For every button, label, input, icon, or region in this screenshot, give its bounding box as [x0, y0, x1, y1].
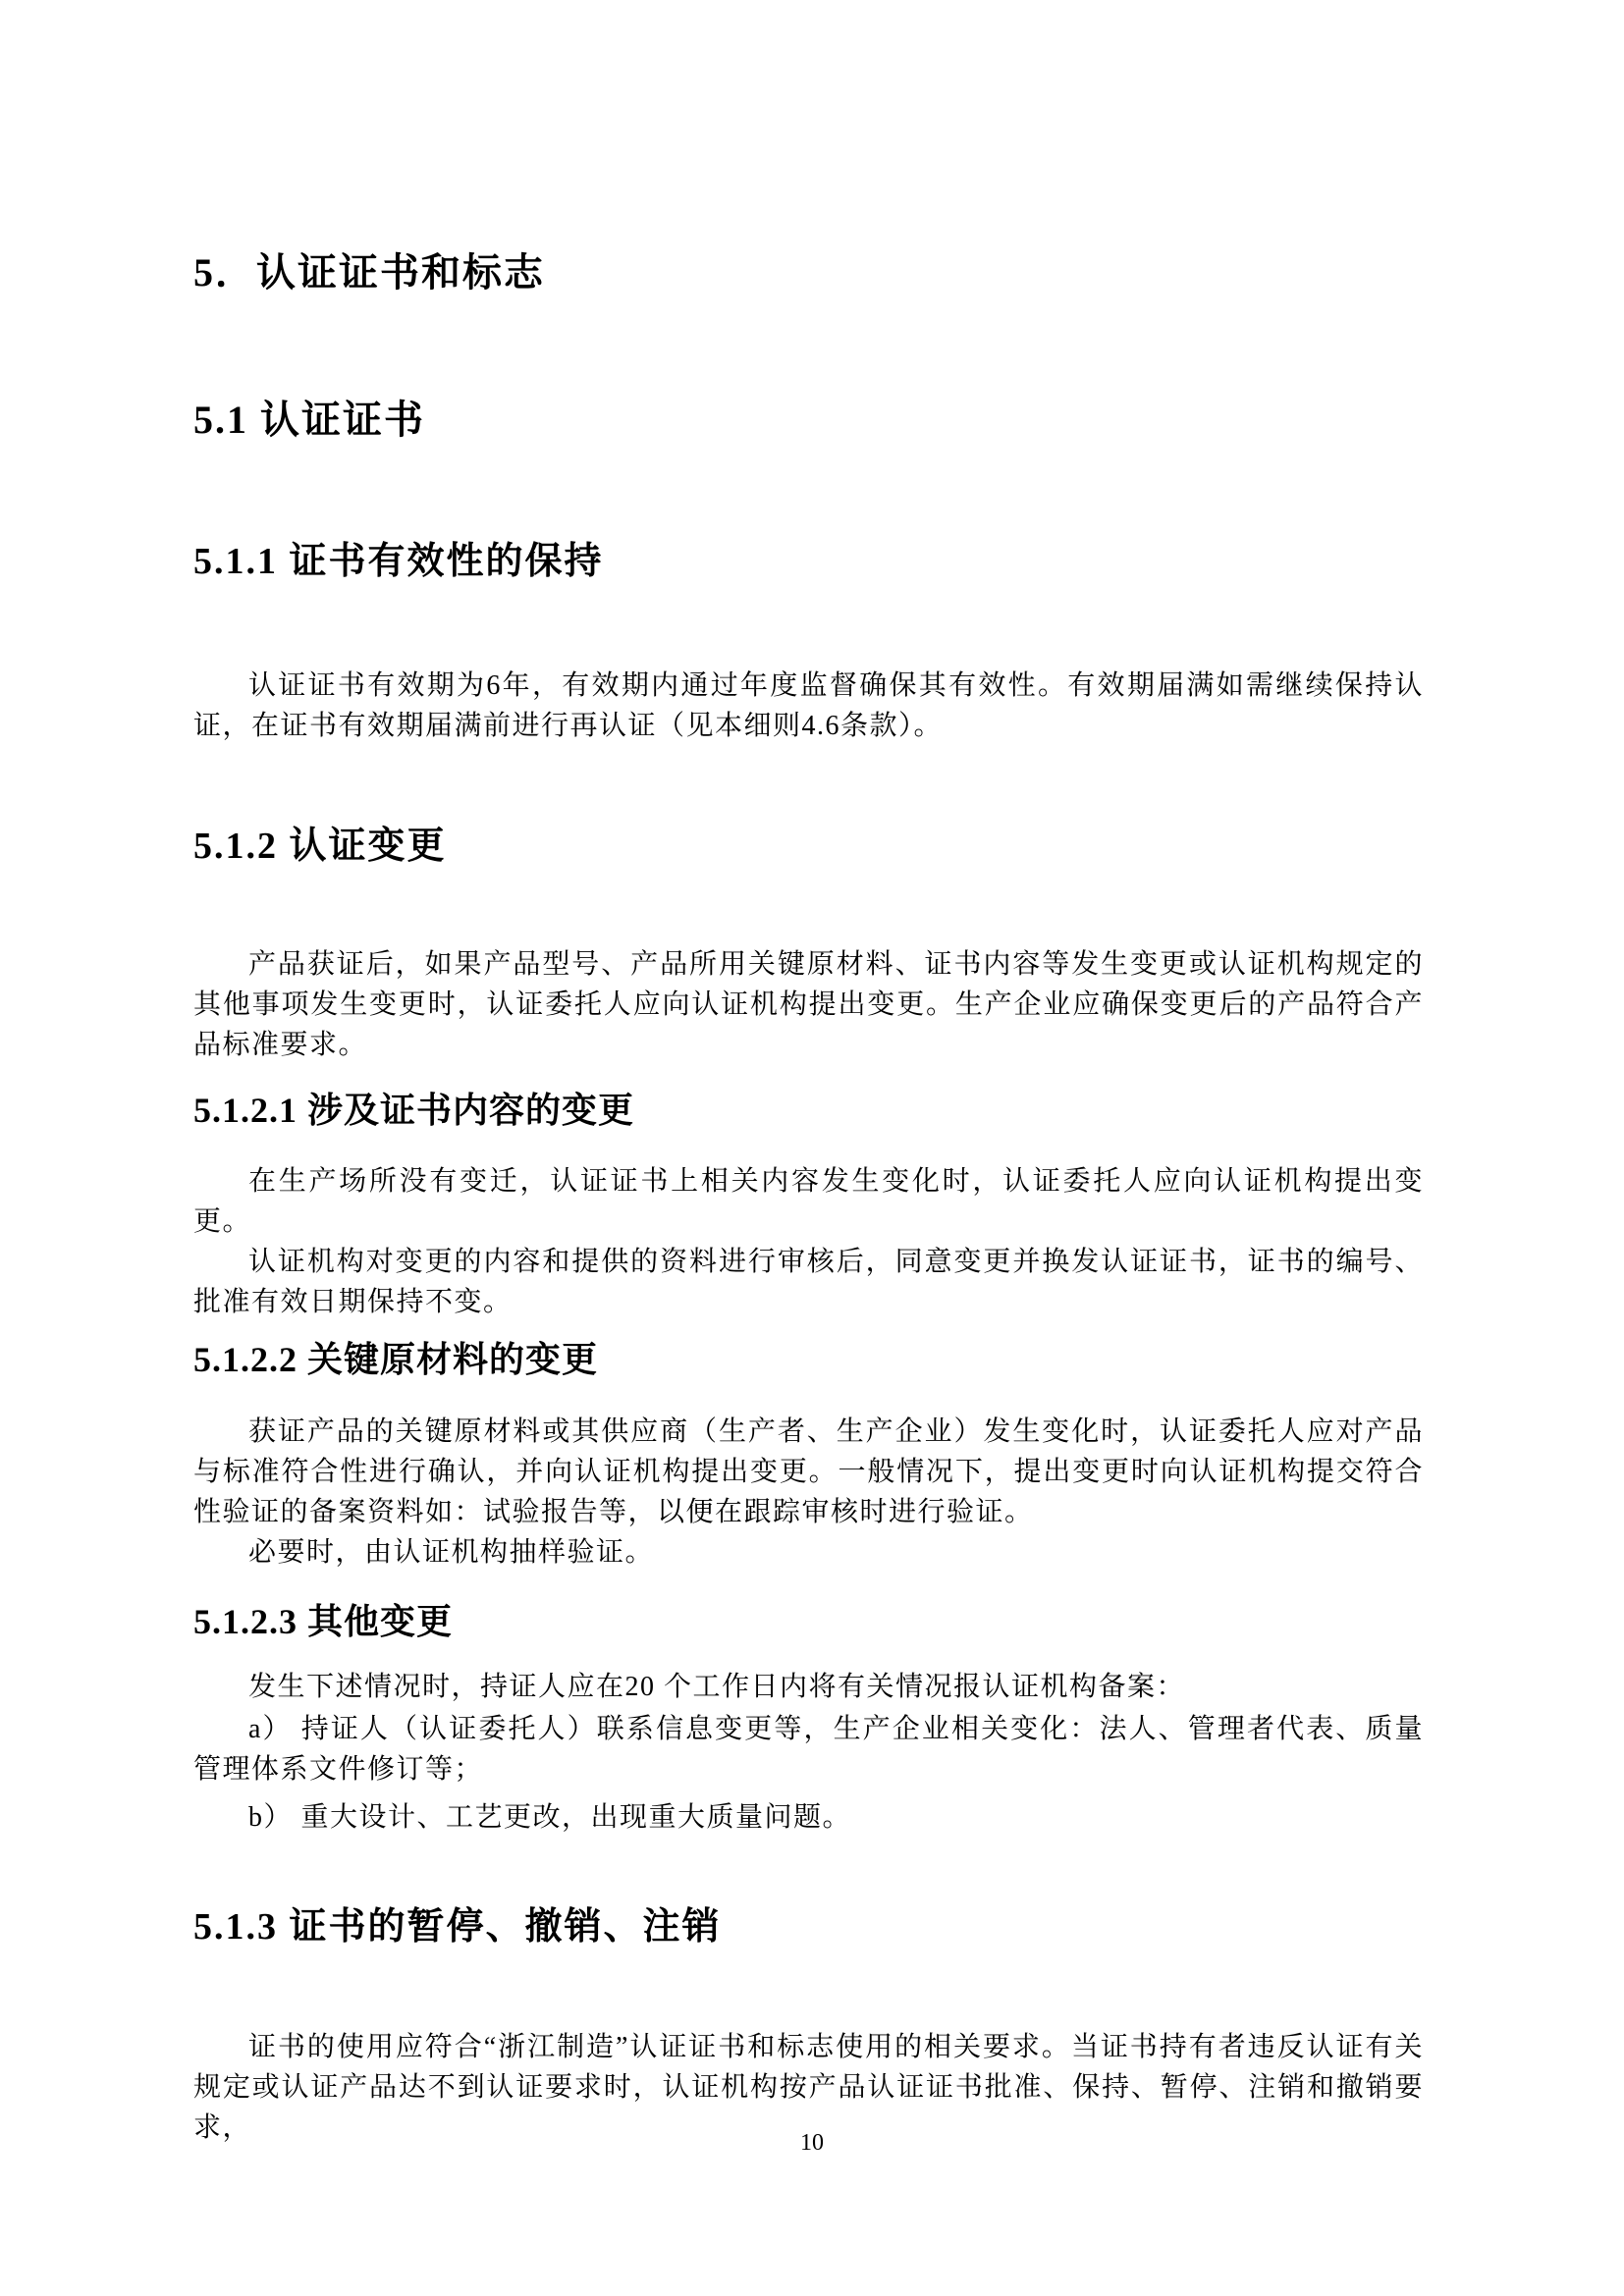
paragraph-5-1-2-3-item-b: b） 重大设计、工艺更改，出现重大质量问题。 — [248, 1802, 852, 1833]
paragraph-5-1-2-2-second: 必要时，由认证机构抽样验证。 — [248, 1537, 655, 1568]
paragraph-5-1-2-1-second: 认证机构对变更的内容和提供的资料进行审核后，同意变更并换发认证证书，证书的编号、批准有效日期保持不变。 — [193, 1247, 1424, 1317]
section-heading-5-1-2-1: 5.1.2.1 涉及证书内容的变更 — [193, 1091, 635, 1130]
page-number: 10 — [800, 2130, 824, 2156]
paragraph-5-1-2-1-first: 在生产场所没有变迁，认证证书上相关内容发生变化时，认证委托人应向认证机构提出变更。 — [193, 1166, 1424, 1237]
section-heading-5-1-1: 5.1.1 证书有效性的保持 — [193, 541, 604, 582]
section-heading-5-1-2-2: 5.1.2.2 关键原材料的变更 — [193, 1340, 599, 1379]
paragraph-5-1-2-3-item-a: a） 持证人（认证委托人）联系信息变更等，生产企业相关变化：法人、管理者代表、质量管理体系文件修订等； — [193, 1714, 1424, 1785]
paragraph-5-1-2-2-first: 获证产品的关键原材料或其供应商（生产者、生产企业）发生变化时，认证委托人应对产品与标准符合性进行确认，并向认证机构提出变更。一般情况下，提出变更时向认证机构提交符合性验证的备案资料如：试验报告等，以便在跟踪审核时进行验证。 — [193, 1416, 1424, 1527]
section-heading-5-1: 5.1 认证证书 — [193, 398, 425, 442]
document-content — [193, 0, 1424, 2148]
section-heading-5-1-3: 5.1.3 证书的暂停、撤销、注销 — [193, 1906, 722, 1948]
section-heading-5-1-2: 5.1.2 认证变更 — [193, 826, 447, 867]
paragraph-5-1-3: 证书的使用应符合“浙江制造”认证证书和标志使用的相关要求。当证书持有者违反认证有关规定或认证产品达不到认证要求时，认证机构按产品认证证书批准、保持、暂停、注销和撤销要求， — [193, 2032, 1424, 2143]
paragraph-5-1-1: 认证证书有效期为6年，有效期内通过年度监督确保其有效性。有效期届满如需继续保持认证，在证书有效期届满前进行再认证（见本细则4.6条款）。 — [193, 670, 1424, 741]
section-heading-5: 5．认证证书和标志 — [193, 250, 545, 294]
paragraph-5-1-2: 产品获证后，如果产品型号、产品所用关键原材料、证书内容等发生变更或认证机构规定的其他事项发生变更时，认证委托人应向认证机构提出变更。生产企业应确保变更后的产品符合产品标准要求。 — [193, 949, 1424, 1060]
section-heading-5-1-2-3: 5.1.2.3 其他变更 — [193, 1602, 454, 1641]
paragraph-5-1-2-3-intro: 发生下述情况时，持证人应在20 个工作日内将有关情况报认证机构备案： — [248, 1672, 1186, 1702]
